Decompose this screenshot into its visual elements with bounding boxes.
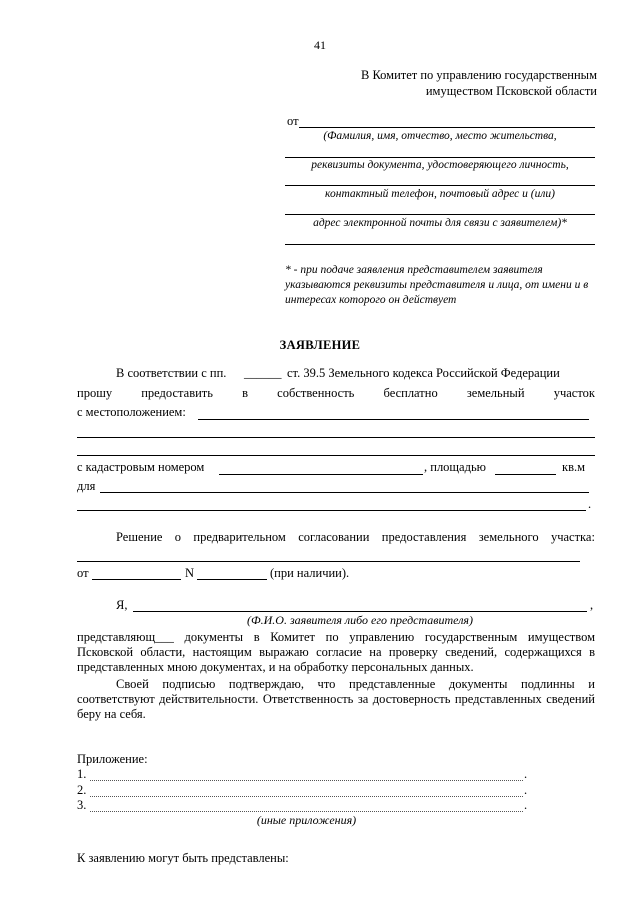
word: предоставления [381, 530, 467, 544]
footer-text: К заявлению могут быть представлены: [77, 851, 289, 865]
attachments-label: Приложение: [77, 752, 148, 766]
from-caption-2: реквизиты документа, удостоверяющего личность, [311, 159, 569, 171]
purpose-line-1[interactable] [100, 492, 589, 493]
word: участок [553, 386, 595, 400]
addressee-line-2: имуществом Псковской области [425, 84, 597, 98]
word: Решение [116, 530, 163, 544]
applicant-label: Я, [116, 598, 128, 612]
cadastral-label: с кадастровым номером [77, 460, 205, 474]
location-label: с местоположением: [77, 405, 186, 419]
location-line-1[interactable] [198, 419, 589, 420]
representative-note: * - при подаче заявления представителем заявителя указываются реквизиты представителя и лица, от имени и в интересах которого он действует [285, 264, 589, 306]
word: участка: [550, 530, 595, 544]
attachment-end-3: . [524, 798, 528, 812]
decision-date-line[interactable] [92, 579, 181, 580]
area-unit: кв.м [562, 460, 586, 474]
consent-paragraph: представляющ___ документы в Комитет по управлению государственным имуществом Псковской области, настоящим выражаю согласие на проверку сведений, содержащихся в представленных мною документах, и на обработку персональных данных. [77, 630, 595, 674]
attachment-line-1[interactable] [90, 780, 523, 781]
from-line-3[interactable] [285, 185, 595, 186]
applicant-comma: , [590, 598, 594, 612]
attachment-line-2[interactable] [90, 796, 523, 797]
attachment-number-3: 3. [77, 798, 87, 812]
applicant-name-line[interactable] [133, 611, 587, 612]
location-line-2[interactable] [77, 437, 595, 438]
purpose-line-2[interactable] [77, 510, 586, 511]
attachment-line-3[interactable] [90, 811, 523, 812]
attachment-end-2: . [524, 783, 528, 797]
word: земельный [466, 386, 525, 400]
word: о [174, 530, 182, 544]
decision-line-blank[interactable] [77, 561, 580, 562]
body-line-1-end: ст. 39.5 Земельного кодекса Российской Федерации [287, 366, 560, 380]
location-line-3[interactable] [77, 455, 595, 456]
word: согласовании [298, 530, 370, 544]
decision-number-label: N [185, 566, 195, 580]
body-line-1-start: В соответствии с пп. [116, 366, 227, 380]
area-line[interactable] [495, 474, 556, 475]
decision-line [116, 530, 595, 545]
attachments-caption: (иные приложения) [256, 813, 357, 827]
subclause-blank[interactable]: ______ [244, 366, 282, 380]
from-caption-4: адрес электронной почты для связи с заявителем)* [313, 217, 567, 229]
applicant-caption: (Ф.И.О. заявителя либо его представителя) [246, 613, 473, 627]
addressee [361, 67, 597, 99]
cadastral-line[interactable] [219, 474, 423, 475]
signature-paragraph: Своей подписью подтверждаю, что представленные документы подлинны и соответствуют действительности. Ответственность за достоверность представленных сведений беру на себя. [77, 677, 595, 721]
attachment-number-2: 2. [77, 783, 87, 797]
from-caption-1: (Фамилия, имя, отчество, место жительства, [323, 130, 557, 142]
word: собственность [277, 386, 355, 400]
decision-if-any: (при наличии). [270, 566, 350, 580]
purpose-label: для [77, 479, 96, 493]
from-line-1[interactable] [299, 127, 595, 128]
purpose-end: . [588, 497, 592, 511]
page-number: 41 [314, 38, 326, 52]
document-title: ЗАЯВЛЕНИЕ [279, 338, 361, 352]
attachment-number-1: 1. [77, 767, 87, 781]
decision-from-label: от [77, 566, 89, 580]
word: бесплатно [383, 386, 438, 400]
word: в [242, 386, 249, 400]
from-label: от [287, 114, 299, 128]
word: земельного [478, 530, 539, 544]
word: предоставить [141, 386, 213, 400]
from-line-2[interactable] [285, 157, 595, 158]
attachment-end-1: . [524, 767, 528, 781]
from-line-5[interactable] [285, 244, 595, 245]
from-line-4[interactable] [285, 214, 595, 215]
word: прошу [77, 386, 113, 400]
from-caption-3: контактный телефон, почтовый адрес и (или) [325, 188, 555, 200]
body-line-2 [77, 386, 595, 401]
decision-number-line[interactable] [197, 579, 267, 580]
area-label: , площадью [424, 460, 486, 474]
addressee-line-1: В Комитет по управлению государственным [360, 68, 597, 82]
word: предварительном [193, 530, 286, 544]
